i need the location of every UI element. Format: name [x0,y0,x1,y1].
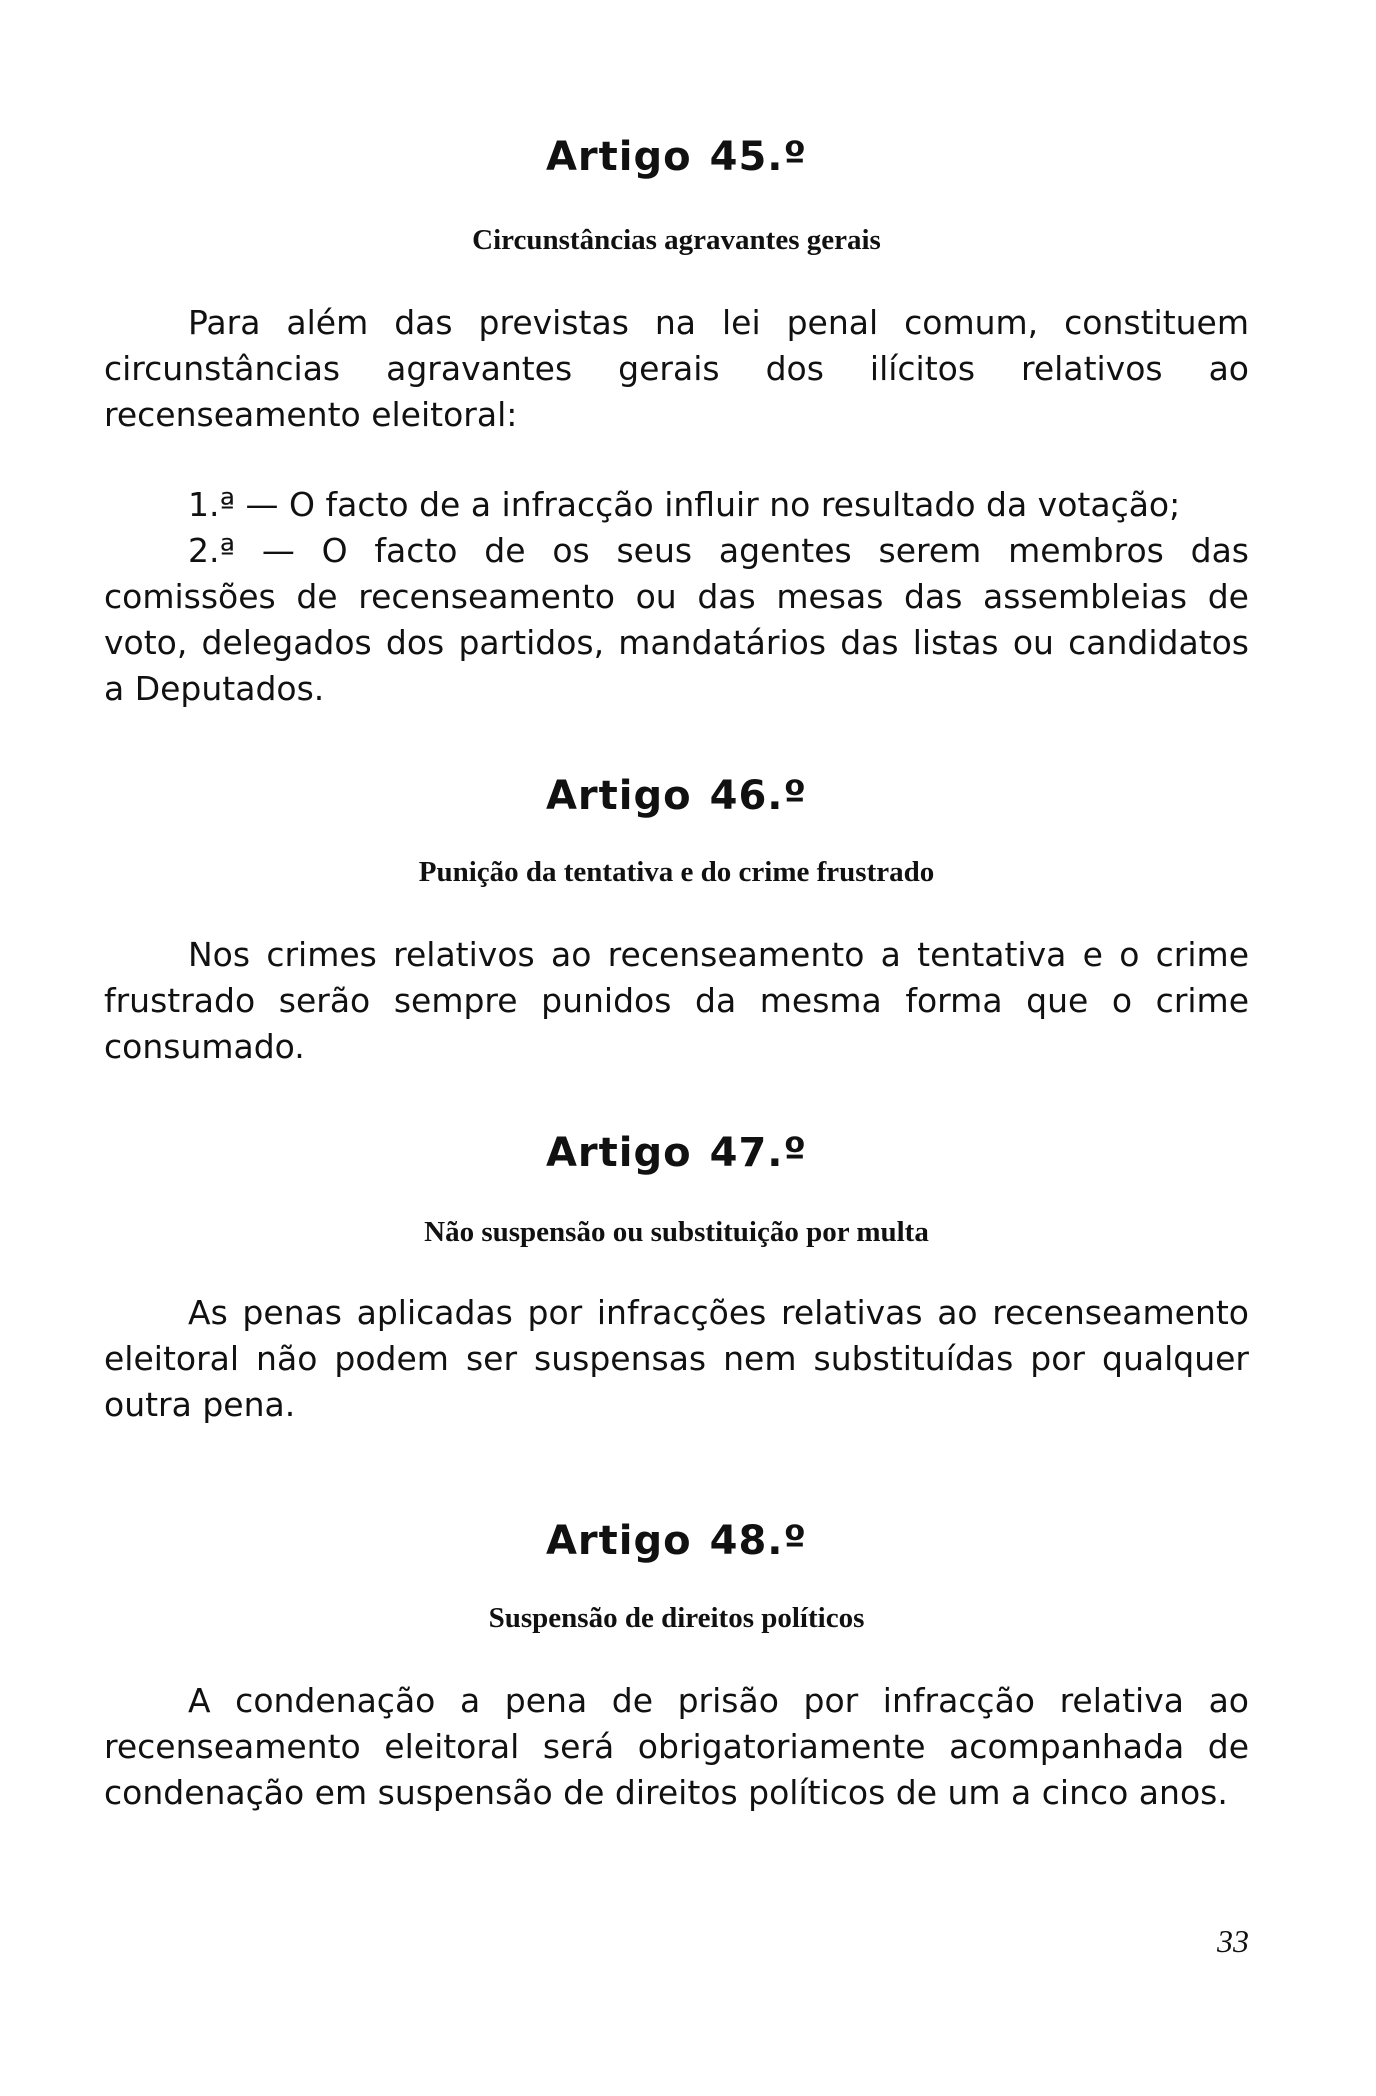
article-45-title [104,134,1249,180]
article-45-heading: Circunstâncias agravantes gerais [472,224,881,256]
article-number: 46.º [709,773,808,819]
article-48-title [104,1518,1249,1564]
article-label: Artigo [545,134,692,180]
article-46-paragraph: Nos crimes relativos ao recenseamento a tentativa e o crime frustrado serão sempre punidos da mesma forma que o crime consumado. [104,935,1249,1066]
article-47-paragraph: As penas aplicadas por infracções relativas ao recenseamento eleitoral não podem ser suspensas nem substituídas por qualquer outra pena. [104,1293,1249,1424]
document-page [104,0,1249,2096]
article-46-heading: Punição da tentativa e do crime frustrado [418,856,935,888]
article-45-list [104,482,1249,712]
article-46-title [104,773,1249,819]
list-item: 1.ª — O facto de a infracção influir no resultado da votação; [188,485,1181,524]
article-label: Artigo [545,773,692,819]
article-number: 45.º [709,134,808,180]
article-label: Artigo [545,1518,692,1564]
list-item: 2.ª — O facto de os seus agentes serem membros das comissões de recenseamento ou das mesas das assembleias de voto, delegados dos partidos, mandatários das listas ou candidatos a Deputados. [104,531,1249,708]
article-label: Artigo [545,1130,692,1176]
article-48-paragraph: A condenação a pena de prisão por infracção relativa ao recenseamento eleitoral será obrigatoriamente acompanhada de condenação em suspensão de direitos políticos de um a cinco anos. [104,1681,1249,1812]
page-number: 33 [1217,1923,1249,1959]
article-48-heading: Suspensão de direitos políticos [488,1602,865,1634]
article-47-heading: Não suspensão ou substituição por multa [424,1216,929,1248]
article-45-paragraph: Para além das previstas na lei penal comum, constituem circunstâncias agravantes gerais dos ilícitos relativos ao recenseamento eleitoral: [104,303,1249,434]
article-number: 48.º [709,1518,808,1564]
article-number: 47.º [709,1130,808,1176]
article-47-title [104,1130,1249,1176]
